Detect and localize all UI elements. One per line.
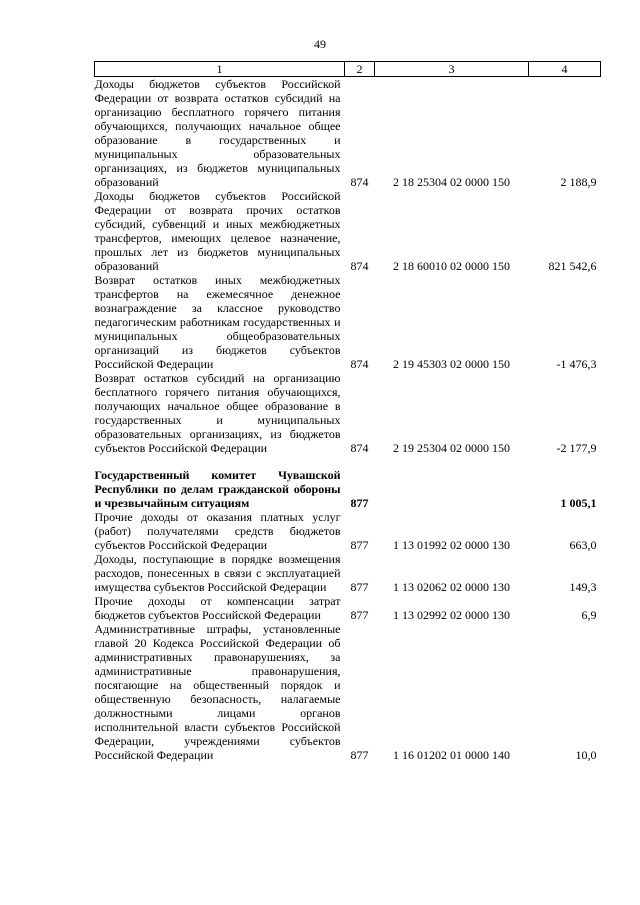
row-administrator-code: 874	[350, 259, 369, 273]
table-row	[95, 189, 601, 273]
column-header-amount: 4	[529, 62, 601, 77]
row-administrator-code: 877	[350, 748, 369, 762]
row-description: Административные штрафы, установленные главой 20 Кодекса Российской Федерации об административных правонарушениях, за административные правонарушения, посягающие на общественный порядок и общественную безопасность, налагаемые должностными лицами органов исполнительной власти субъектов Российской Федерации, учреждениями субъектов Российской Федерации	[94, 622, 341, 762]
table-header-row	[95, 62, 601, 77]
table-row	[95, 273, 601, 371]
row-description: Доходы, поступающие в порядке возмещения расходов, понесенных в связи с эксплуатацией имущества субъектов Российской Федерации	[94, 552, 341, 594]
revenue-table	[94, 61, 601, 762]
table-row	[95, 552, 601, 594]
row-amount: 6,9	[581, 608, 597, 622]
row-budget-code: 1 16 01202 01 0000 140	[393, 748, 510, 762]
table-body	[95, 77, 601, 763]
table-row	[95, 594, 601, 622]
row-description: Прочие доходы от компенсации затрат бюджетов субъектов Российской Федерации	[94, 594, 341, 622]
table-row	[95, 371, 601, 455]
row-amount: 2 188,9	[560, 175, 597, 189]
column-header-administrator: 2	[345, 62, 375, 77]
row-amount: 1 005,1	[560, 496, 597, 510]
table-row	[95, 77, 601, 190]
row-amount: -2 177,9	[556, 441, 597, 455]
row-budget-code: 2 19 25304 02 0000 150	[393, 441, 510, 455]
row-budget-code: 2 18 60010 02 0000 150	[393, 259, 510, 273]
row-administrator-code: 874	[350, 357, 369, 371]
row-amount: 663,0	[569, 538, 597, 552]
section-row	[95, 468, 601, 510]
row-budget-code: 1 13 02992 02 0000 130	[393, 608, 510, 622]
row-description: Возврат остатков иных межбюджетных трансфертов на ежемесячное денежное вознаграждение за классное руководство педагогическим работникам государственных и муниципальных общеобразовательных организаций из бюджетов субъектов Российской Федерации	[94, 273, 341, 371]
row-budget-code: 1 13 02062 02 0000 130	[393, 580, 510, 594]
row-amount: 821 542,6	[548, 259, 597, 273]
row-administrator-code: 877	[350, 608, 369, 622]
row-administrator-code: 874	[350, 441, 369, 455]
row-description: Доходы бюджетов субъектов Российской Федерации от возврата остатков субсидий на организацию бесплатного горячего питания обучающихся, получающих начальное общее образование в государственных и муниципальных образовательных организациях, из бюджетов муниципальных образований	[94, 77, 341, 189]
row-administrator-code: 874	[350, 175, 369, 189]
column-header-description: 1	[95, 62, 345, 77]
row-budget-code: 1 13 01992 02 0000 130	[393, 538, 510, 552]
row-description: Доходы бюджетов субъектов Российской Федерации от возврата прочих остатков субсидий, субвенций и иных межбюджетных трансфертов, имеющих целевое назначение, прошлых лет из бюджетов муниципальных образований	[94, 189, 341, 273]
row-amount: 10,0	[575, 748, 597, 762]
row-description: Возврат остатков субсидий на организацию бесплатного горячего питания обучающихся, получающих начальное общее образование в государственных и муниципальных образовательных организациях, из бюджетов субъектов Российской Федерации	[94, 371, 341, 455]
table-row	[95, 622, 601, 762]
row-amount: 149,3	[569, 580, 597, 594]
page-number: 49	[314, 37, 326, 51]
row-description: Государственный комитет Чувашской Республики по делам гражданской обороны и чрезвычайным ситуациям	[94, 468, 341, 510]
table-row	[95, 510, 601, 552]
row-administrator-code: 877	[350, 538, 369, 552]
column-header-code: 3	[375, 62, 529, 77]
row-budget-code: 2 18 25304 02 0000 150	[393, 175, 510, 189]
row-administrator-code: 877	[350, 580, 369, 594]
row-budget-code	[375, 468, 529, 510]
row-description: Прочие доходы от оказания платных услуг (работ) получателями средств бюджетов субъектов Российской Федерации	[94, 510, 341, 552]
row-amount: -1 476,3	[556, 357, 597, 371]
spacer-row	[95, 455, 601, 468]
row-administrator-code: 877	[350, 496, 369, 510]
row-budget-code: 2 19 45303 02 0000 150	[393, 357, 510, 371]
